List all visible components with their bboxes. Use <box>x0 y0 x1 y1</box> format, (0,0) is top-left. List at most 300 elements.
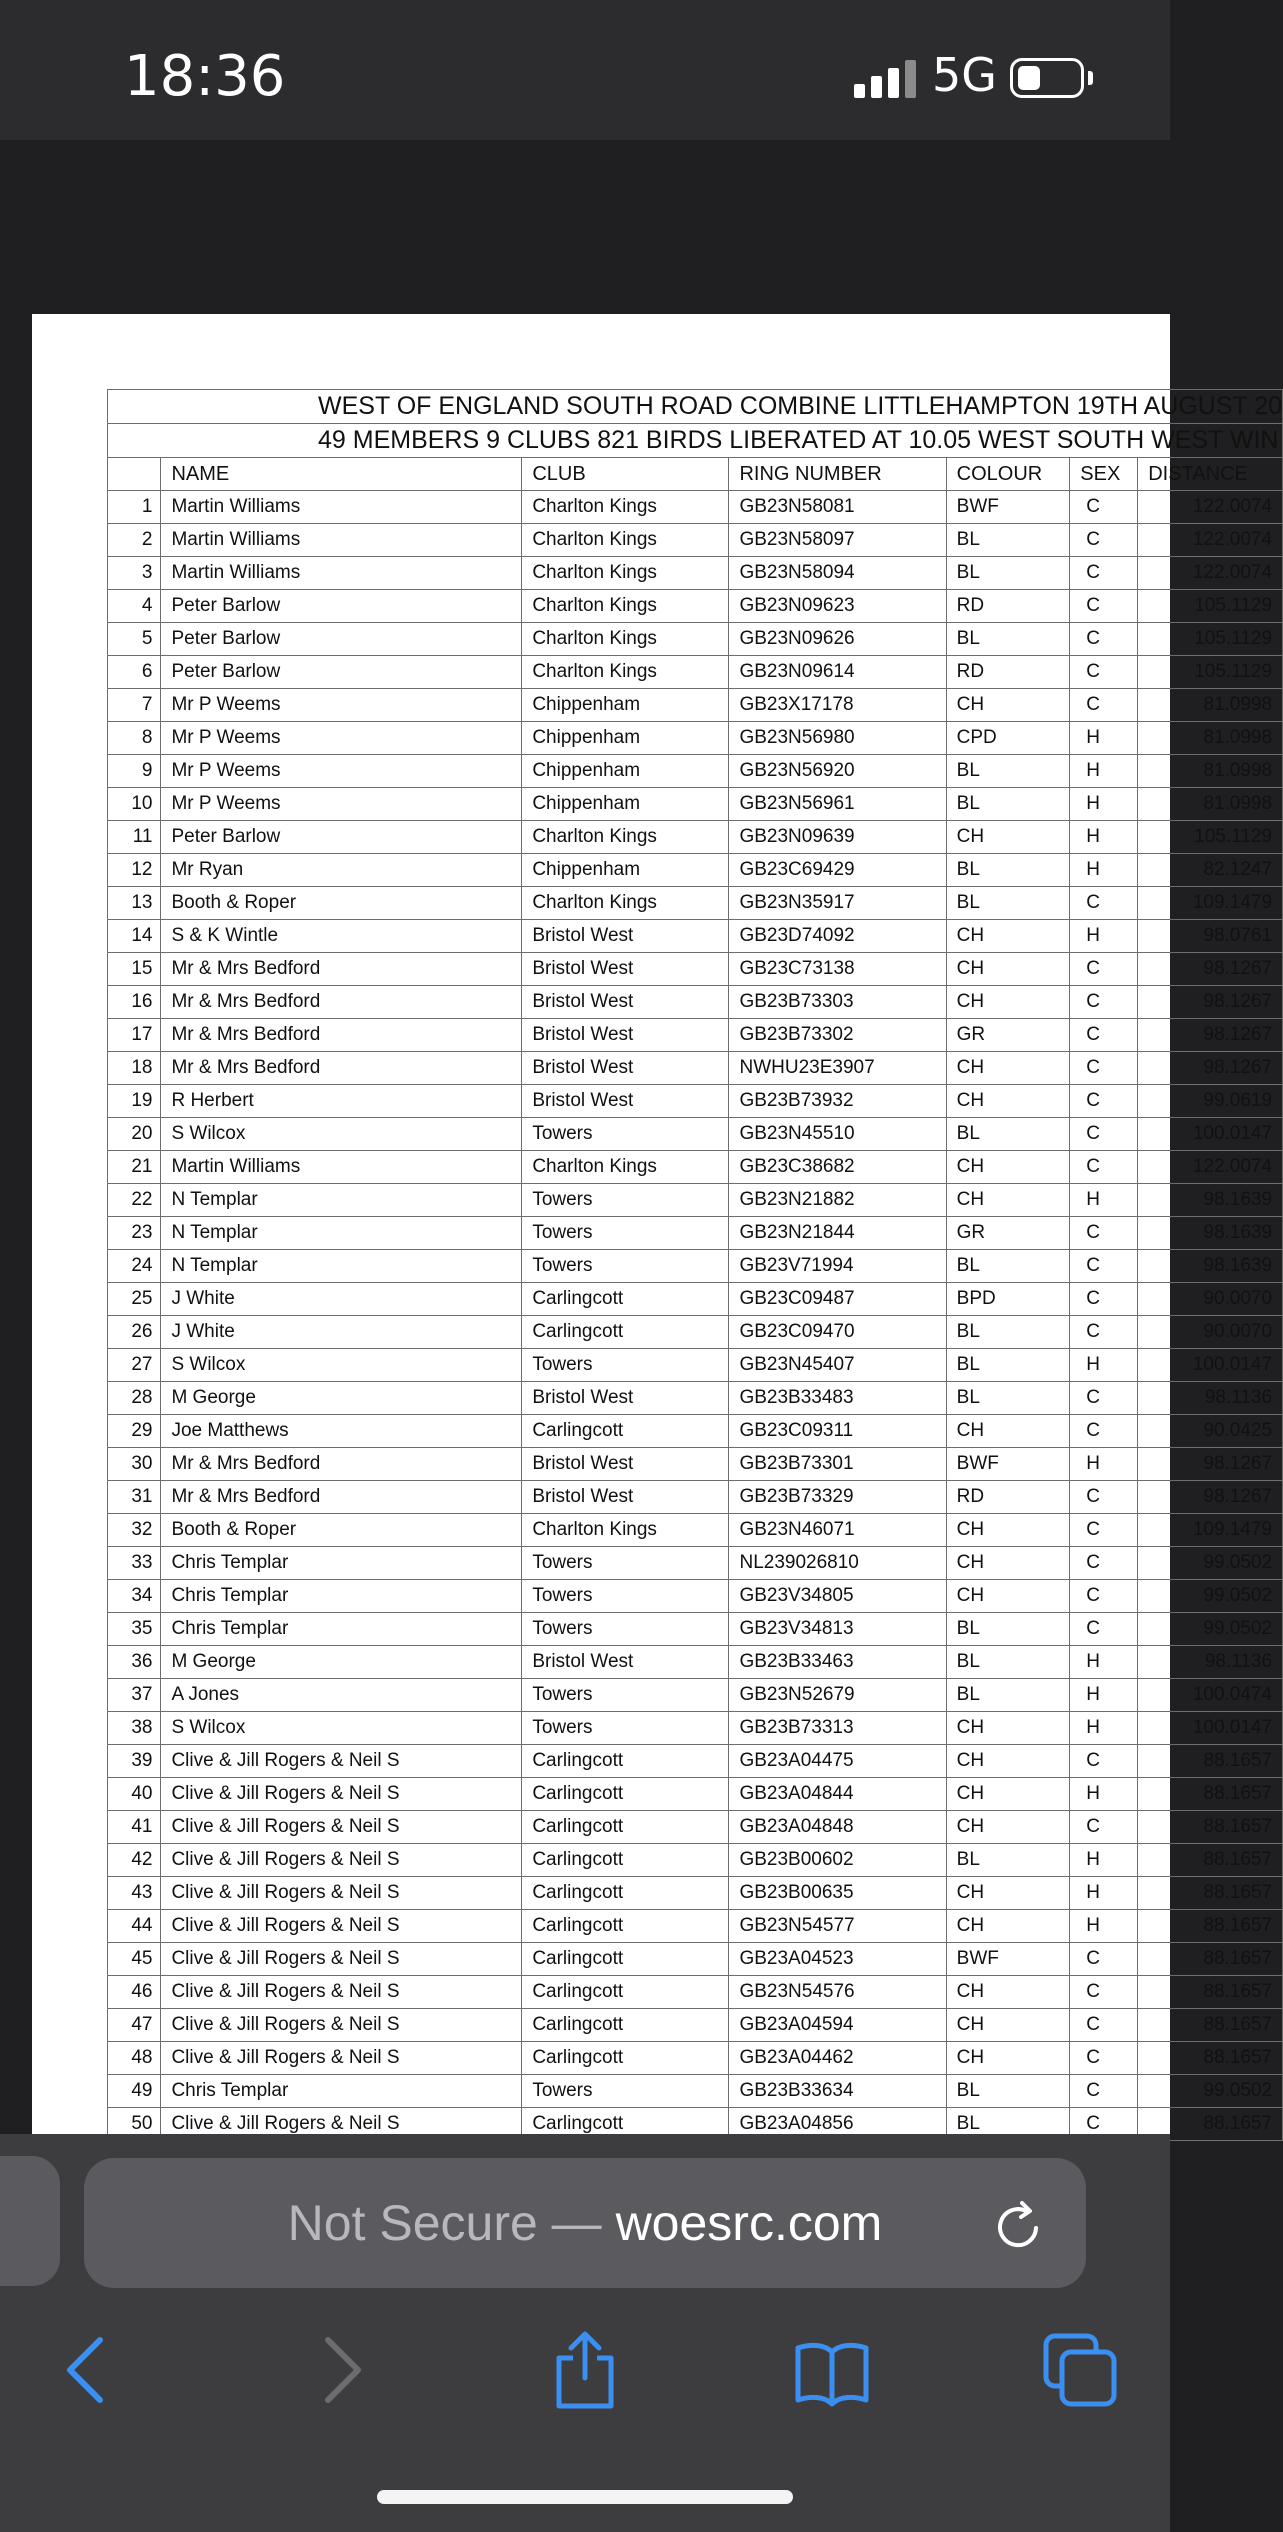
cell-distance: 98.1267 <box>1138 953 1283 986</box>
cell-position: 17 <box>108 1019 161 1052</box>
cell-position: 3 <box>108 557 161 590</box>
cell-distance: 81.0998 <box>1138 722 1283 755</box>
cell-club: Towers <box>522 1184 729 1217</box>
cell-name: Peter Barlow <box>161 821 522 854</box>
cell-position: 36 <box>108 1646 161 1679</box>
cell-ring-number: GB23C09487 <box>729 1283 946 1316</box>
cell-colour: BPD <box>946 1283 1070 1316</box>
tabs-icon[interactable] <box>1040 2330 1120 2410</box>
col-header-club: CLUB <box>522 458 729 491</box>
cell-club: Carlingcott <box>522 1415 729 1448</box>
cell-position: 26 <box>108 1316 161 1349</box>
cell-sex: C <box>1070 953 1138 986</box>
table-row <box>108 1844 1283 1877</box>
cell-distance: 99.0619 <box>1138 1085 1283 1118</box>
cell-colour: BWF <box>946 491 1070 524</box>
cell-distance: 99.0502 <box>1138 2075 1283 2108</box>
cell-colour: BL <box>946 623 1070 656</box>
cell-club: Carlingcott <box>522 1844 729 1877</box>
cell-club: Towers <box>522 1712 729 1745</box>
table-row <box>108 1085 1283 1118</box>
address-bar[interactable] <box>84 2158 1086 2288</box>
cell-name: Martin Williams <box>161 557 522 590</box>
table-row <box>108 722 1283 755</box>
cell-distance: 88.1657 <box>1138 1745 1283 1778</box>
cell-position: 43 <box>108 1877 161 1910</box>
cell-name: A Jones <box>161 1679 522 1712</box>
cell-sex: C <box>1070 2009 1138 2042</box>
cell-colour: CH <box>946 1151 1070 1184</box>
cell-name: Chris Templar <box>161 1613 522 1646</box>
cell-position: 46 <box>108 1976 161 2009</box>
table-row <box>108 1712 1283 1745</box>
cell-ring-number: GB23N09626 <box>729 623 946 656</box>
cell-position: 45 <box>108 1943 161 1976</box>
cell-colour: CH <box>946 689 1070 722</box>
cell-colour: CH <box>946 1580 1070 1613</box>
cell-position: 18 <box>108 1052 161 1085</box>
cell-position: 28 <box>108 1382 161 1415</box>
col-header-distance: DISTANCE <box>1138 458 1283 491</box>
status-time: 18:36 <box>124 44 286 109</box>
cell-name: Clive & Jill Rogers & Neil S <box>161 1844 522 1877</box>
table-row <box>108 524 1283 557</box>
cell-sex: C <box>1070 1118 1138 1151</box>
cell-club: Carlingcott <box>522 1811 729 1844</box>
table-row <box>108 1613 1283 1646</box>
cell-colour: BL <box>946 1613 1070 1646</box>
cell-sex: C <box>1070 1580 1138 1613</box>
cell-name: Mr P Weems <box>161 689 522 722</box>
cell-sex: C <box>1070 1976 1138 2009</box>
table-row <box>108 1283 1283 1316</box>
cell-sex: C <box>1070 1151 1138 1184</box>
cell-name: Clive & Jill Rogers & Neil S <box>161 2009 522 2042</box>
cell-colour: CH <box>946 821 1070 854</box>
cell-club: Chippenham <box>522 722 729 755</box>
cell-sex: C <box>1070 1250 1138 1283</box>
cell-position: 23 <box>108 1217 161 1250</box>
cell-name: Mr P Weems <box>161 788 522 821</box>
cell-position: 41 <box>108 1811 161 1844</box>
cell-distance: 88.1657 <box>1138 2042 1283 2075</box>
cell-sex: C <box>1070 1382 1138 1415</box>
cell-sex: H <box>1070 788 1138 821</box>
cell-name: Clive & Jill Rogers & Neil S <box>161 1943 522 1976</box>
cell-ring-number: GB23C09470 <box>729 1316 946 1349</box>
cell-club: Bristol West <box>522 986 729 1019</box>
cell-club: Charlton Kings <box>522 491 729 524</box>
cell-ring-number: GB23N56980 <box>729 722 946 755</box>
cell-ring-number: GB23N21844 <box>729 1217 946 1250</box>
cell-name: S Wilcox <box>161 1712 522 1745</box>
cell-sex: H <box>1070 821 1138 854</box>
table-row <box>108 755 1283 788</box>
cell-distance: 98.1639 <box>1138 1184 1283 1217</box>
cell-distance: 81.0998 <box>1138 755 1283 788</box>
cell-ring-number: GB23B73329 <box>729 1481 946 1514</box>
table-row <box>108 1382 1283 1415</box>
cell-name: Peter Barlow <box>161 656 522 689</box>
cell-ring-number: GB23N58097 <box>729 524 946 557</box>
table-row <box>108 1448 1283 1481</box>
cell-ring-number: GB23A04848 <box>729 1811 946 1844</box>
cell-position: 24 <box>108 1250 161 1283</box>
cell-ring-number: GB23N56961 <box>729 788 946 821</box>
col-header-position <box>108 458 161 491</box>
cell-sex: C <box>1070 689 1138 722</box>
cell-ring-number: GB23V34805 <box>729 1580 946 1613</box>
cell-position: 40 <box>108 1778 161 1811</box>
cell-distance: 88.1657 <box>1138 2108 1283 2141</box>
table-row <box>108 2075 1283 2108</box>
cell-sex: C <box>1070 623 1138 656</box>
cell-club: Carlingcott <box>522 1877 729 1910</box>
cell-name: Chris Templar <box>161 1547 522 1580</box>
cell-ring-number: GB23N35917 <box>729 887 946 920</box>
pdf-page[interactable] <box>32 314 1283 2134</box>
table-row <box>108 1943 1283 1976</box>
cell-colour: CPD <box>946 722 1070 755</box>
cell-club: Towers <box>522 1580 729 1613</box>
cell-position: 29 <box>108 1415 161 1448</box>
cell-name: Clive & Jill Rogers & Neil S <box>161 1745 522 1778</box>
table-row <box>108 1811 1283 1844</box>
cell-ring-number: GB23B73313 <box>729 1712 946 1745</box>
results-title: WEST OF ENGLAND SOUTH ROAD COMBINE LITTLEHAMPTON 19TH AUGUST 20 <box>108 390 1283 424</box>
cell-sex: H <box>1070 854 1138 887</box>
cell-ring-number: GB23C09311 <box>729 1415 946 1448</box>
cell-colour: CH <box>946 1745 1070 1778</box>
cell-position: 9 <box>108 755 161 788</box>
home-indicator <box>377 2490 793 2504</box>
cell-name: Mr & Mrs Bedford <box>161 1052 522 1085</box>
col-header-sex: SEX <box>1070 458 1138 491</box>
cell-club: Charlton Kings <box>522 821 729 854</box>
cell-distance: 99.0502 <box>1138 1613 1283 1646</box>
subtitle-row <box>108 424 1283 458</box>
cell-ring-number: GB23C69429 <box>729 854 946 887</box>
title-row <box>108 390 1283 424</box>
table-row <box>108 1910 1283 1943</box>
cell-club: Carlingcott <box>522 1910 729 1943</box>
cell-distance: 100.0147 <box>1138 1118 1283 1151</box>
cell-distance: 82.1247 <box>1138 854 1283 887</box>
cell-ring-number: GB23V34813 <box>729 1613 946 1646</box>
cell-sex: C <box>1070 986 1138 1019</box>
cell-name: Booth & Roper <box>161 887 522 920</box>
cell-name: Chris Templar <box>161 2075 522 2108</box>
cell-ring-number: GB23N09639 <box>729 821 946 854</box>
table-row <box>108 986 1283 1019</box>
table-row <box>108 2042 1283 2075</box>
table-row <box>108 788 1283 821</box>
cell-colour: CH <box>946 2009 1070 2042</box>
cell-position: 8 <box>108 722 161 755</box>
cell-distance: 100.0147 <box>1138 1349 1283 1382</box>
cell-position: 10 <box>108 788 161 821</box>
cell-ring-number: GB23X17178 <box>729 689 946 722</box>
cell-distance: 88.1657 <box>1138 2009 1283 2042</box>
cell-name: Martin Williams <box>161 491 522 524</box>
cell-position: 38 <box>108 1712 161 1745</box>
cell-position: 22 <box>108 1184 161 1217</box>
cell-distance: 105.1129 <box>1138 623 1283 656</box>
cell-name: Peter Barlow <box>161 623 522 656</box>
cell-club: Bristol West <box>522 1481 729 1514</box>
cell-name: Mr P Weems <box>161 755 522 788</box>
cell-colour: CH <box>946 1811 1070 1844</box>
cell-ring-number: NWHU23E3907 <box>729 1052 946 1085</box>
cell-distance: 88.1657 <box>1138 1976 1283 2009</box>
cell-club: Carlingcott <box>522 1316 729 1349</box>
forward-icon[interactable] <box>300 2330 380 2410</box>
cell-club: Bristol West <box>522 1382 729 1415</box>
table-row <box>108 1514 1283 1547</box>
cell-club: Towers <box>522 1250 729 1283</box>
table-row <box>108 1976 1283 2009</box>
cell-sex: C <box>1070 557 1138 590</box>
cell-colour: BL <box>946 1679 1070 1712</box>
battery-tip <box>1088 71 1093 85</box>
cell-distance: 105.1129 <box>1138 590 1283 623</box>
cell-club: Carlingcott <box>522 1283 729 1316</box>
cell-club: Bristol West <box>522 953 729 986</box>
table-row <box>108 1316 1283 1349</box>
cell-position: 30 <box>108 1448 161 1481</box>
cell-club: Charlton Kings <box>522 1151 729 1184</box>
cell-sex: C <box>1070 1481 1138 1514</box>
cell-position: 34 <box>108 1580 161 1613</box>
cell-name: S & K Wintle <box>161 920 522 953</box>
table-row <box>108 1349 1283 1382</box>
cell-colour: BL <box>946 854 1070 887</box>
cell-name: N Templar <box>161 1184 522 1217</box>
table-row <box>108 1481 1283 1514</box>
cell-distance: 122.0074 <box>1138 557 1283 590</box>
cell-club: Carlingcott <box>522 1745 729 1778</box>
cell-colour: BL <box>946 557 1070 590</box>
cell-distance: 98.1136 <box>1138 1382 1283 1415</box>
cell-ring-number: GB23C38682 <box>729 1151 946 1184</box>
table-row <box>108 1547 1283 1580</box>
cell-name: M George <box>161 1382 522 1415</box>
cell-ring-number: GB23A04856 <box>729 2108 946 2141</box>
previous-tab-preview[interactable] <box>0 2156 60 2286</box>
cell-sex: C <box>1070 1943 1138 1976</box>
cell-ring-number: GB23N45510 <box>729 1118 946 1151</box>
cell-distance: 100.0147 <box>1138 1712 1283 1745</box>
cell-colour: BL <box>946 524 1070 557</box>
cell-colour: CH <box>946 1910 1070 1943</box>
cell-name: Martin Williams <box>161 524 522 557</box>
cell-distance: 122.0074 <box>1138 491 1283 524</box>
cell-colour: CH <box>946 986 1070 1019</box>
cell-distance: 88.1657 <box>1138 1844 1283 1877</box>
cell-name: Chris Templar <box>161 1580 522 1613</box>
cell-club: Charlton Kings <box>522 656 729 689</box>
table-row <box>108 2009 1283 2042</box>
reload-icon[interactable] <box>990 2198 1046 2254</box>
cell-distance: 109.1479 <box>1138 887 1283 920</box>
table-row <box>108 920 1283 953</box>
col-header-name: NAME <box>161 458 522 491</box>
cell-distance: 105.1129 <box>1138 656 1283 689</box>
cell-distance: 88.1657 <box>1138 1778 1283 1811</box>
cell-club: Carlingcott <box>522 2042 729 2075</box>
table-row <box>108 656 1283 689</box>
cell-club: Charlton Kings <box>522 623 729 656</box>
cell-sex: C <box>1070 2075 1138 2108</box>
cell-club: Towers <box>522 2075 729 2108</box>
cell-position: 50 <box>108 2108 161 2141</box>
cell-club: Bristol West <box>522 1646 729 1679</box>
cell-position: 1 <box>108 491 161 524</box>
table-row <box>108 887 1283 920</box>
cell-position: 49 <box>108 2075 161 2108</box>
cell-position: 11 <box>108 821 161 854</box>
cell-name: S Wilcox <box>161 1349 522 1382</box>
cell-ring-number: NL239026810 <box>729 1547 946 1580</box>
cell-position: 44 <box>108 1910 161 1943</box>
cell-colour: CH <box>946 2042 1070 2075</box>
cell-club: Bristol West <box>522 1019 729 1052</box>
results-subtitle: 49 MEMBERS 9 CLUBS 821 BIRDS LIBERATED AT 10.05 WEST SOUTH WEST WIN <box>108 424 1283 458</box>
table-row <box>108 1646 1283 1679</box>
bookmarks-icon[interactable] <box>792 2330 872 2410</box>
cell-colour: CH <box>946 1547 1070 1580</box>
cell-position: 21 <box>108 1151 161 1184</box>
cell-name: Clive & Jill Rogers & Neil S <box>161 2108 522 2141</box>
cell-position: 19 <box>108 1085 161 1118</box>
cell-name: Booth & Roper <box>161 1514 522 1547</box>
cell-position: 32 <box>108 1514 161 1547</box>
battery-icon <box>1010 58 1084 98</box>
cell-club: Bristol West <box>522 1052 729 1085</box>
cell-distance: 98.1267 <box>1138 1481 1283 1514</box>
cell-club: Charlton Kings <box>522 590 729 623</box>
cell-name: J White <box>161 1316 522 1349</box>
cell-club: Chippenham <box>522 854 729 887</box>
cell-name: Mr Ryan <box>161 854 522 887</box>
cell-sex: C <box>1070 1283 1138 1316</box>
cell-club: Towers <box>522 1679 729 1712</box>
cell-ring-number: GB23N58081 <box>729 491 946 524</box>
cell-ring-number: GB23V71994 <box>729 1250 946 1283</box>
cell-sex: H <box>1070 722 1138 755</box>
cell-distance: 98.1639 <box>1138 1217 1283 1250</box>
cell-club: Bristol West <box>522 1448 729 1481</box>
url-domain: woesrc.com <box>615 2195 883 2251</box>
cell-sex: C <box>1070 1217 1138 1250</box>
cell-colour: CH <box>946 1514 1070 1547</box>
cell-colour: CH <box>946 1052 1070 1085</box>
cell-distance: 88.1657 <box>1138 1910 1283 1943</box>
cell-sex: H <box>1070 1679 1138 1712</box>
cell-position: 2 <box>108 524 161 557</box>
cell-sex: C <box>1070 590 1138 623</box>
cell-ring-number: GB23B33483 <box>729 1382 946 1415</box>
cell-colour: CH <box>946 1184 1070 1217</box>
cell-distance: 88.1657 <box>1138 1943 1283 1976</box>
cell-ring-number: GB23N54577 <box>729 1910 946 1943</box>
cell-ring-number: GB23A04594 <box>729 2009 946 2042</box>
cell-ring-number: GB23B33634 <box>729 2075 946 2108</box>
cell-sex: C <box>1070 887 1138 920</box>
cell-sex: C <box>1070 524 1138 557</box>
cell-sex: H <box>1070 1844 1138 1877</box>
cell-name: Mr P Weems <box>161 722 522 755</box>
race-results-table <box>107 389 1283 2141</box>
cell-name: Joe Matthews <box>161 1415 522 1448</box>
cell-name: N Templar <box>161 1250 522 1283</box>
cell-club: Towers <box>522 1613 729 1646</box>
cell-club: Towers <box>522 1118 729 1151</box>
cell-name: Clive & Jill Rogers & Neil S <box>161 2042 522 2075</box>
cell-distance: 88.1657 <box>1138 1877 1283 1910</box>
cell-position: 37 <box>108 1679 161 1712</box>
cell-distance: 81.0998 <box>1138 689 1283 722</box>
cell-sex: C <box>1070 1052 1138 1085</box>
cell-name: J White <box>161 1283 522 1316</box>
cell-colour: BL <box>946 1349 1070 1382</box>
cell-sex: H <box>1070 1349 1138 1382</box>
cell-name: Mr & Mrs Bedford <box>161 1481 522 1514</box>
cell-colour: CH <box>946 1085 1070 1118</box>
cell-distance: 109.1479 <box>1138 1514 1283 1547</box>
cell-position: 25 <box>108 1283 161 1316</box>
cell-ring-number: GB23C73138 <box>729 953 946 986</box>
cell-ring-number: GB23B00602 <box>729 1844 946 1877</box>
table-row <box>108 689 1283 722</box>
cell-sex: C <box>1070 2042 1138 2075</box>
cell-sex: C <box>1070 1547 1138 1580</box>
cell-club: Charlton Kings <box>522 1514 729 1547</box>
cell-sex: C <box>1070 2108 1138 2141</box>
cell-sex: H <box>1070 1712 1138 1745</box>
cell-distance: 98.1267 <box>1138 1448 1283 1481</box>
cell-sex: H <box>1070 1448 1138 1481</box>
cell-position: 27 <box>108 1349 161 1382</box>
cell-name: Mr & Mrs Bedford <box>161 1019 522 1052</box>
cell-sex: C <box>1070 1514 1138 1547</box>
cell-distance: 90.0425 <box>1138 1415 1283 1448</box>
cell-distance: 98.1267 <box>1138 1052 1283 1085</box>
cell-colour: RD <box>946 656 1070 689</box>
cell-ring-number: GB23A04844 <box>729 1778 946 1811</box>
table-row <box>108 1184 1283 1217</box>
cell-ring-number: GB23B73932 <box>729 1085 946 1118</box>
cell-ring-number: GB23N09614 <box>729 656 946 689</box>
table-row <box>108 557 1283 590</box>
table-row <box>108 491 1283 524</box>
cell-ring-number: GB23B73301 <box>729 1448 946 1481</box>
table-row <box>108 1415 1283 1448</box>
table-row <box>108 1679 1283 1712</box>
back-icon[interactable] <box>48 2330 128 2410</box>
cell-sex: H <box>1070 755 1138 788</box>
table-row <box>108 821 1283 854</box>
cell-colour: BL <box>946 1118 1070 1151</box>
cell-name: S Wilcox <box>161 1118 522 1151</box>
cell-colour: BL <box>946 2108 1070 2141</box>
cell-distance: 98.1267 <box>1138 986 1283 1019</box>
cell-distance: 81.0998 <box>1138 788 1283 821</box>
share-icon[interactable] <box>545 2330 625 2410</box>
cell-name: Mr & Mrs Bedford <box>161 953 522 986</box>
cell-club: Charlton Kings <box>522 524 729 557</box>
cell-sex: H <box>1070 1184 1138 1217</box>
